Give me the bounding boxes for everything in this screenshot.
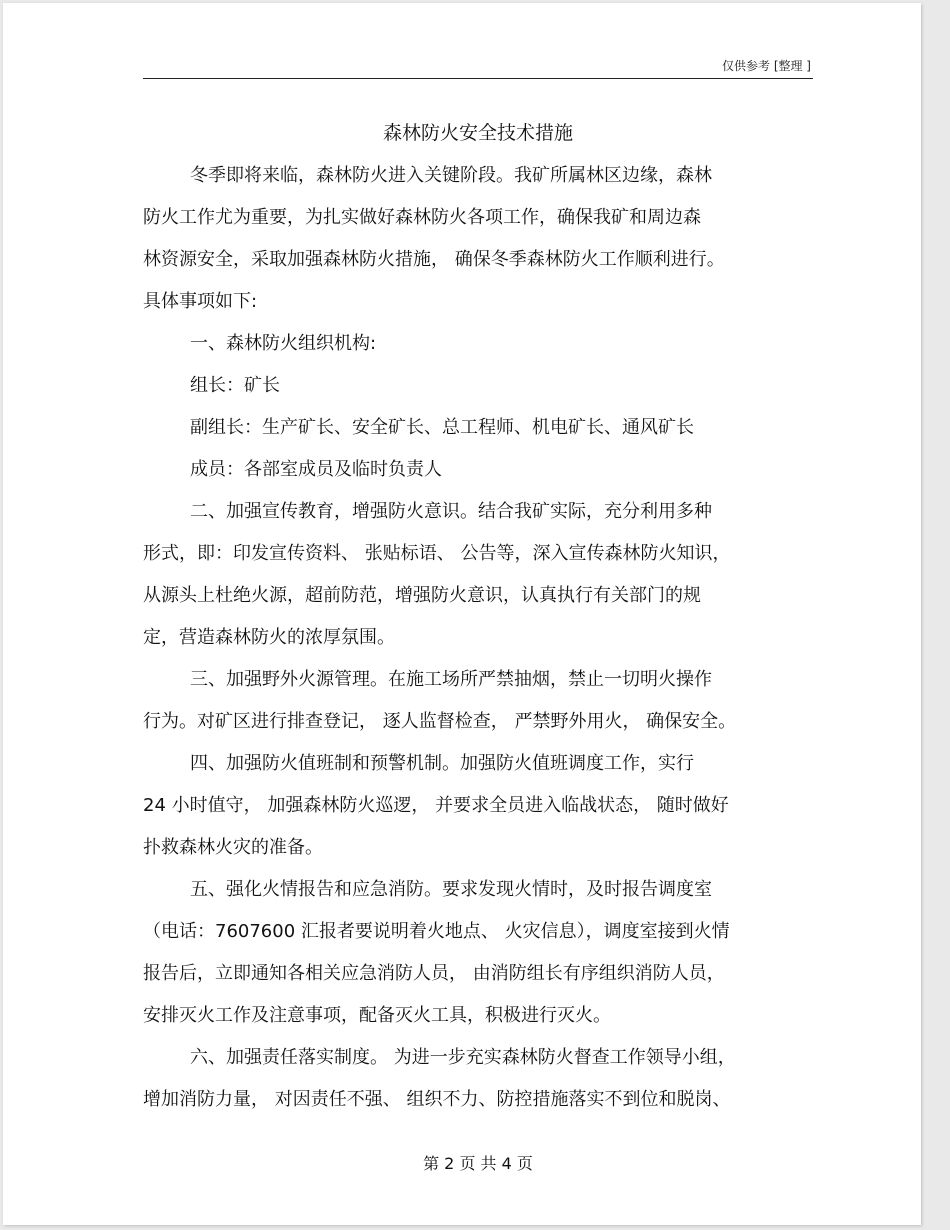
body-line: 四、加强防火值班制和预警机制。加强防火值班调度工作，实行 — [190, 753, 694, 774]
body-line: 二、加强宣传教育，增强防火意识。结合我矿实际，充分利用多种 — [190, 501, 712, 522]
body-line: 行为。对矿区进行排查登记， 逐人监督检查， 严禁野外用火， 确保安全。 — [143, 711, 737, 732]
page-number: 第 2 页 共 4 页 — [423, 1154, 533, 1173]
body-line: 一、森林防火组织机构: — [190, 333, 377, 354]
document-body — [143, 155, 813, 1121]
body-line: 林资源安全，采取加强森林防火措施， 确保冬季森林防火工作顺利进行。 — [143, 249, 725, 270]
body-line: 增加消防力量， 对因责任不强、 组织不力、防控措施落实不到位和脱岗、 — [143, 1089, 731, 1110]
body-line: 安排灭火工作及注意事项，配备灭火工具，积极进行灭火。 — [143, 1005, 611, 1026]
body-line: 三、加强野外火源管理。在施工场所严禁抽烟，禁止一切明火操作 — [190, 669, 712, 690]
body-line: 冬季即将来临，森林防火进入关键阶段。我矿所属林区边缘，森林 — [190, 165, 712, 186]
body-line: 从源头上杜绝火源，超前防范，增强防火意识，认真执行有关部门的规 — [143, 585, 701, 606]
body-line: 报告后，立即通知各相关应急消防人员， 由消防组长有序组织消防人员， — [143, 963, 725, 984]
document-page — [3, 3, 921, 1225]
header-divider — [143, 78, 813, 79]
body-line: 形式，即：印发宣传资料、 张贴标语、 公告等，深入宣传森林防火知识， — [143, 543, 731, 564]
body-line: 六、加强责任落实制度。 为进一步充实森林防火督查工作领导小组， — [190, 1047, 736, 1068]
body-line: 副组长：生产矿长、安全矿长、总工程师、机电矿长、通风矿长 — [190, 417, 694, 438]
body-line: 组长：矿长 — [190, 375, 280, 396]
body-line: 扑救森林火灾的准备。 — [143, 837, 323, 858]
body-line: 24 小时值守， 加强森林防火巡逻， 并要求全员进入临战状态， 随时做好 — [143, 795, 729, 816]
body-line: 五、强化火情报告和应急消防。要求发现火情时，及时报告调度室 — [190, 879, 712, 900]
body-line: （电话：7607600 汇报者要说明着火地点、 火灾信息），调度室接到火情 — [143, 921, 730, 942]
header-note: 仅供参考 [整理 ] — [722, 59, 811, 73]
body-line: 定，营造森林防火的浓厚氛围。 — [143, 627, 395, 648]
document-title: 森林防火安全技术措施 — [382, 122, 573, 144]
body-line: 防火工作尤为重要，为扎实做好森林防火各项工作，确保我矿和周边森 — [143, 207, 701, 228]
body-line: 具体事项如下: — [143, 291, 258, 312]
body-line: 成员：各部室成员及临时负责人 — [190, 459, 442, 480]
